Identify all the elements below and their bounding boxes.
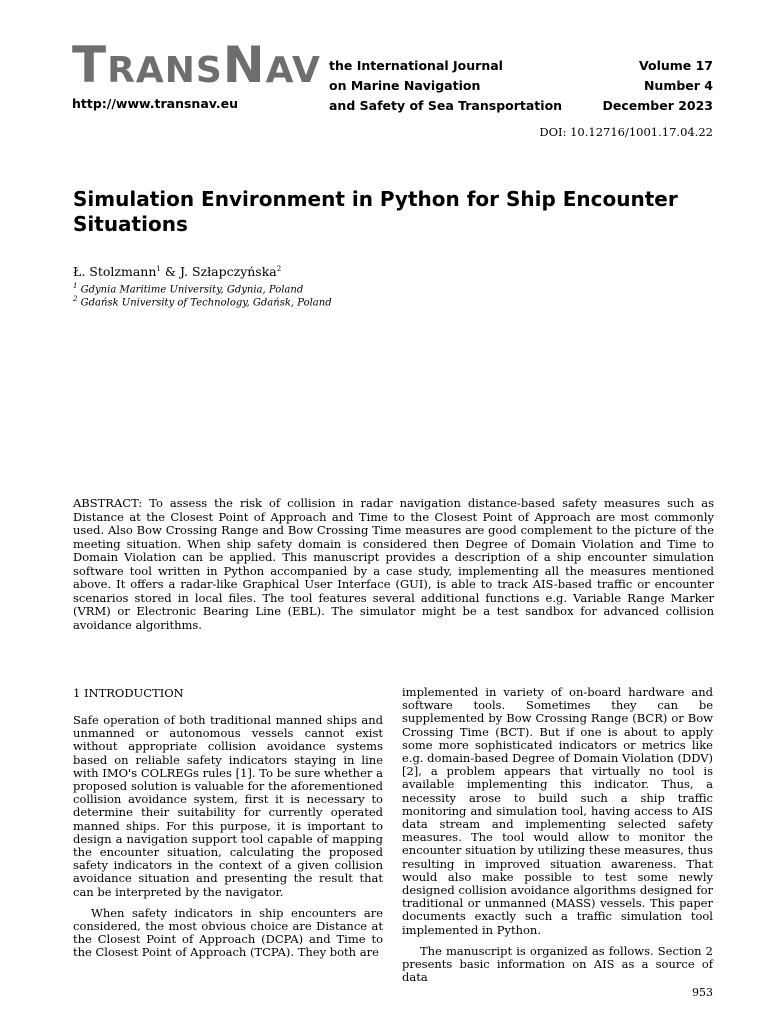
- journal-name-line: the International Journal: [329, 58, 503, 73]
- paragraph: The manuscript is organized as follows. Section 2 presents basic information on AIS as a source of data: [402, 943, 713, 985]
- author-name: Ł. Stolzmann: [73, 264, 157, 279]
- journal-url[interactable]: http://www.transnav.eu: [72, 96, 239, 111]
- affiliation-marker: 1: [156, 264, 161, 273]
- journal-logo: TRANSNAV: [72, 36, 321, 94]
- paragraph: implemented in variety of on-board hardware and software tools. Sometimes they can be supplemented by Bow Crossing Range (BCR) or Bow Crossing Time (BCT). But if one is about to apply some more sophisticated indicators or metrics like e.g. domain-based Degree of Domain Violation (DDV) [2], a problem appears that virtually no tool is available implementing this indicator. Thus, a necessity arose to build such a ship traffic monitoring and simulation tool, having access to AIS data stream and implementing selected safety measures. The tool would allow to monitor the encounter situation by utilizing these measures, thus resulting in improved situation awareness. That would also make possible to test some newly designed collision avoidance algorithms designed for traditional or unmanned (MASS) vessels. This paper documents exactly such a traffic simulation tool implemented in Python.: [402, 685, 713, 937]
- right-column: [402, 686, 713, 984]
- authors: [73, 264, 281, 279]
- affiliation-text: Gdynia Maritime University, Gdynia, Poland: [77, 284, 304, 296]
- paragraph: When safety indicators in ship encounters are considered, the most obvious choice are Distance at the Closest Point of Approach (DCPA) and Time to the Closest Point of Approach (TCPA). They both are: [73, 905, 383, 960]
- author-separator: &: [160, 264, 180, 279]
- issue-date: December 2023: [602, 98, 713, 113]
- issue-info: [603, 56, 714, 116]
- affiliation-text: Gdańsk University of Technology, Gdańsk, Poland: [77, 297, 332, 309]
- affiliation: [73, 295, 332, 308]
- affiliation-marker: 2: [73, 295, 78, 303]
- left-column: [73, 714, 383, 960]
- journal-name-line: and Safety of Sea Transportation: [329, 98, 563, 113]
- volume: Volume 17: [638, 58, 713, 73]
- author-name: J. Szłapczyńska: [179, 264, 277, 279]
- journal-name: [329, 56, 562, 116]
- affiliation-marker: 2: [276, 264, 282, 273]
- issue-number: Number 4: [643, 78, 713, 93]
- journal-name-line: on Marine Navigation: [329, 78, 481, 93]
- affiliation-marker: 1: [73, 282, 78, 290]
- section-heading: 1 INTRODUCTION: [73, 686, 184, 700]
- paragraph: Safe operation of both traditional manned ships and unmanned or autonomous vessels cannot exist without appropriate collision avoidance systems based on reliable safety indicators staying in line with IMO's COLREGs rules [1]. To be sure whether a proposed solution is valuable for the aforementioned collision avoidance system, first it is necessary to determine their suitability for currently operated manned ships. For this purpose, it is important to design a navigation support tool capable of mapping the encounter situation, calculating the proposed safety indicators in the context of a given collision avoidance situation and presenting the result that can be interpreted by the navigator.: [73, 713, 383, 899]
- doi[interactable]: DOI: 10.12716/1001.17.04.22: [539, 125, 713, 139]
- abstract: ABSTRACT: To assess the risk of collision in radar navigation distance-based safety measures such as Distance at the Closest Point of Approach and Time to the Closest Point of Approach are most commonly used. Also Bow Crossing Range and Bow Crossing Time measures are good complement to the picture of the meeting situation. When ship safety domain is considered then Degree of Domain Violation and Time to Domain Violation can be applied. This manuscript provides a description of a ship encounter simulation software tool written in Python accompanied by a case study, implementing all the measures mentioned above. It offers a radar-like Graphical User Interface (GUI), is able to track AIS-based traffic or encounter scenarios stored in local files. The tool features several additional functions e.g. Variable Range Marker (VRM) or Electronic Bearing Line (EBL). The simulator might be a test sandbox for advanced collision avoidance algorithms.: [73, 496, 714, 632]
- page-number: 953: [692, 986, 713, 999]
- affiliation: [73, 282, 303, 295]
- paper-title: Simulation Environment in Python for Ship Encounter Situations: [73, 187, 678, 236]
